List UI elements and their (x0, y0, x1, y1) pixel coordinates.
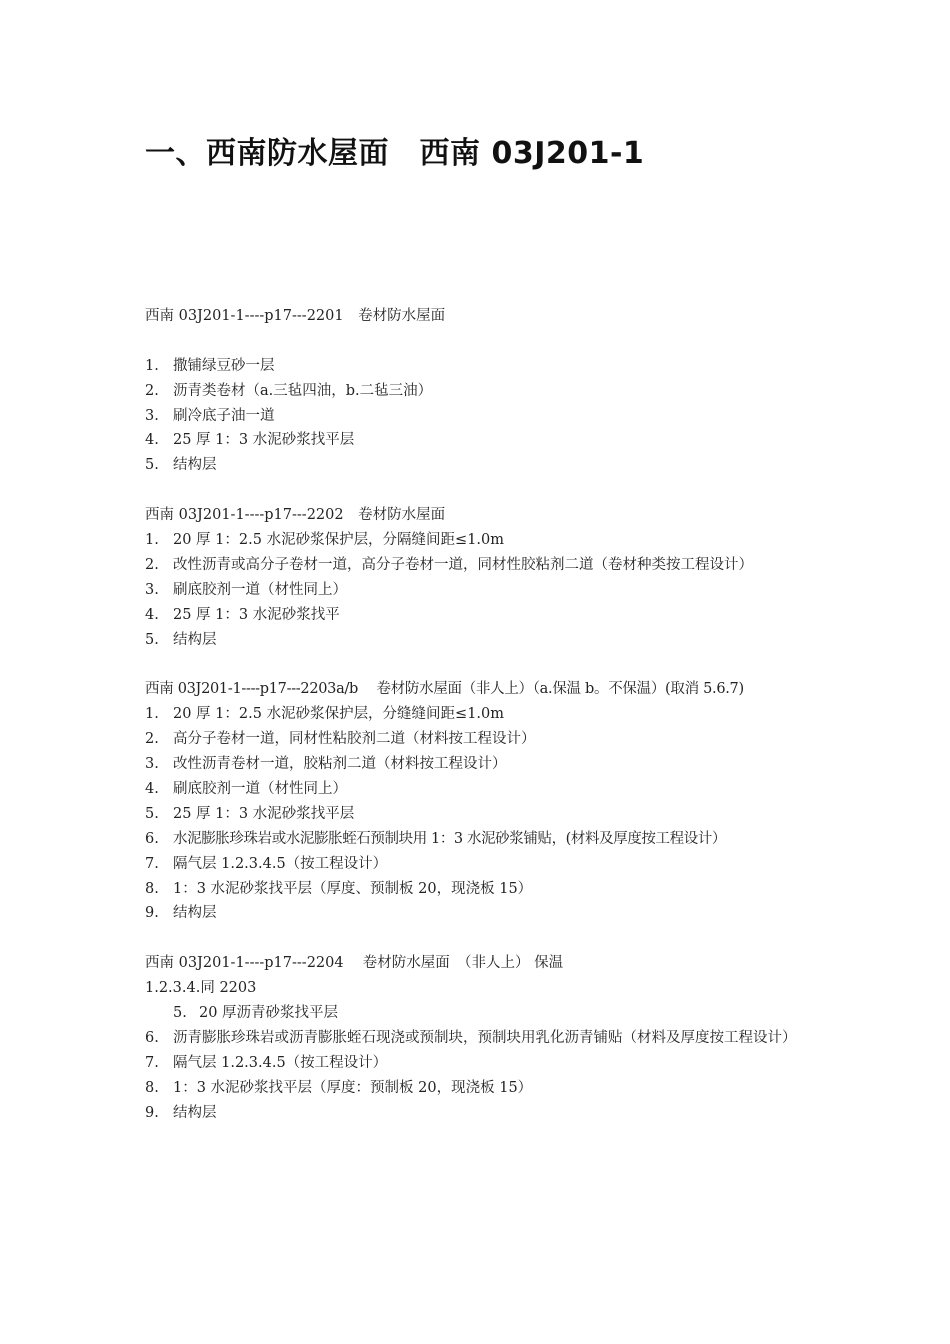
item-number: 4. (145, 780, 159, 797)
document-body (145, 304, 810, 1125)
list-item (145, 354, 810, 379)
item-text: 沥青类卷材（a.三毡四油，b.二毡三油） (173, 382, 433, 399)
section-heading: 西南 03J201-1----p17---2202 卷材防水屋面 (145, 507, 446, 524)
item-number: 2. (145, 731, 159, 748)
item-text: 高分子卷材一道，同材性粘胶剂二道（材料按工程设计） (173, 731, 536, 748)
list-item (145, 578, 810, 603)
item-number: 7. (145, 855, 159, 872)
item-text: 25 厚 1：3 水泥砂浆找平层 (173, 432, 355, 449)
blank-line (145, 329, 810, 354)
item-text: 改性沥青卷材一道，胶粘剂二道（材料按工程设计） (173, 756, 507, 773)
item-number: 4. (145, 432, 159, 449)
list-item (145, 428, 810, 453)
list-item (145, 1101, 810, 1126)
item-number: 9. (145, 1104, 159, 1121)
item-number: 3. (145, 581, 159, 598)
item-number: 1. (145, 532, 159, 549)
item-number: 2. (145, 382, 159, 399)
item-text: 隔气层 1.2.3.4.5（按工程设计） (173, 1054, 388, 1071)
list-item (145, 1051, 810, 1076)
list-item (145, 852, 810, 877)
list-item (145, 877, 810, 902)
list-item (145, 603, 810, 628)
item-text: 刷冷底子油一道 (173, 407, 275, 424)
list-item (145, 802, 810, 827)
item-text: 1：3 水泥砂浆找平层（厚度、预制板 20，现浇板 15） (173, 880, 533, 897)
list-item (145, 553, 810, 578)
item-text: 改性沥青或高分子卷材一道，高分子卷材一道，同材性胶粘剂二道（卷材种类按工程设计） (173, 556, 753, 573)
item-text: 20 厚 1：2.5 水泥砂浆保护层，分隔缝间距≤1.0m (173, 532, 505, 549)
page-title: 一、西南防水屋面 西南 03J201-1 (145, 136, 645, 171)
list-item (145, 1026, 810, 1051)
item-text: 结构层 (173, 457, 217, 474)
item-text: 结构层 (173, 905, 217, 922)
item-text: 水泥膨胀珍珠岩或水泥膨胀蛭石预制块用 1：3 水泥砂浆铺贴，(材料及厚度按工程设计） (173, 830, 727, 847)
item-text: 刷底胶剂一道（材性同上） (173, 780, 347, 797)
item-text: 20 厚 1：2.5 水泥砂浆保护层，分缝缝间距≤1.0m (173, 706, 505, 723)
item-number: 5. (145, 805, 159, 822)
item-number: 5. (145, 457, 159, 474)
item-number: 1. (145, 357, 159, 374)
item-text: 隔气层 1.2.3.4.5（按工程设计） (173, 855, 388, 872)
item-text: 25 厚 1：3 水泥砂浆找平层 (173, 805, 355, 822)
item-number: 4. (145, 606, 159, 623)
item-number: 3. (145, 756, 159, 773)
list-item (145, 901, 810, 926)
item-text: 结构层 (173, 1104, 217, 1121)
item-text: 刷底胶剂一道（材性同上） (173, 581, 347, 598)
list-item (145, 777, 810, 802)
item-number: 6. (145, 1029, 159, 1046)
section-heading: 西南 03J201-1----p17---2201 卷材防水屋面 (145, 308, 446, 324)
list-item (145, 1076, 810, 1101)
list-item (145, 404, 810, 429)
item-number: 5. (145, 631, 159, 648)
section-note: 1.2.3.4.同 2203 (145, 980, 257, 997)
section-heading: 西南 03J201-1----p17---2203a/b 卷材防水屋面（非人上）（a.保温 b。不保温）(取消 5.6.7) (145, 681, 744, 698)
list-item (145, 727, 810, 752)
list-item (145, 453, 810, 478)
item-text: 沥青膨胀珍珠岩或沥青膨胀蛭石现浇或预制块，预制块用乳化沥青铺贴（材料及厚度按工程设计） (173, 1029, 797, 1046)
item-number: 3. (145, 407, 159, 424)
item-number: 6. (145, 830, 159, 847)
item-number: 8. (145, 880, 159, 897)
item-text: 1：3 水泥砂浆找平层（厚度：预制板 20，现浇板 15） (173, 1079, 533, 1096)
list-item (145, 1001, 810, 1026)
list-item (145, 827, 810, 852)
list-item (145, 752, 810, 777)
item-number: 5. (173, 1004, 187, 1021)
list-item (145, 702, 810, 727)
section-heading: 西南 03J201-1----p17---2204 卷材防水屋面 （非人上） 保温 (145, 955, 564, 972)
list-item (145, 628, 810, 653)
list-item (145, 379, 810, 404)
item-text: 撒铺绿豆砂一层 (173, 357, 275, 374)
item-number: 2. (145, 556, 159, 573)
list-item (145, 528, 810, 553)
item-number: 9. (145, 905, 159, 922)
blank-line (145, 926, 810, 951)
item-text: 20 厚沥青砂浆找平层 (199, 1004, 339, 1021)
blank-line (145, 652, 810, 677)
item-text: 25 厚 1：3 水泥砂浆找平 (173, 606, 340, 623)
item-number: 1. (145, 706, 159, 723)
item-number: 8. (145, 1079, 159, 1096)
blank-line (145, 478, 810, 503)
item-text: 结构层 (173, 631, 217, 648)
item-number: 7. (145, 1054, 159, 1071)
